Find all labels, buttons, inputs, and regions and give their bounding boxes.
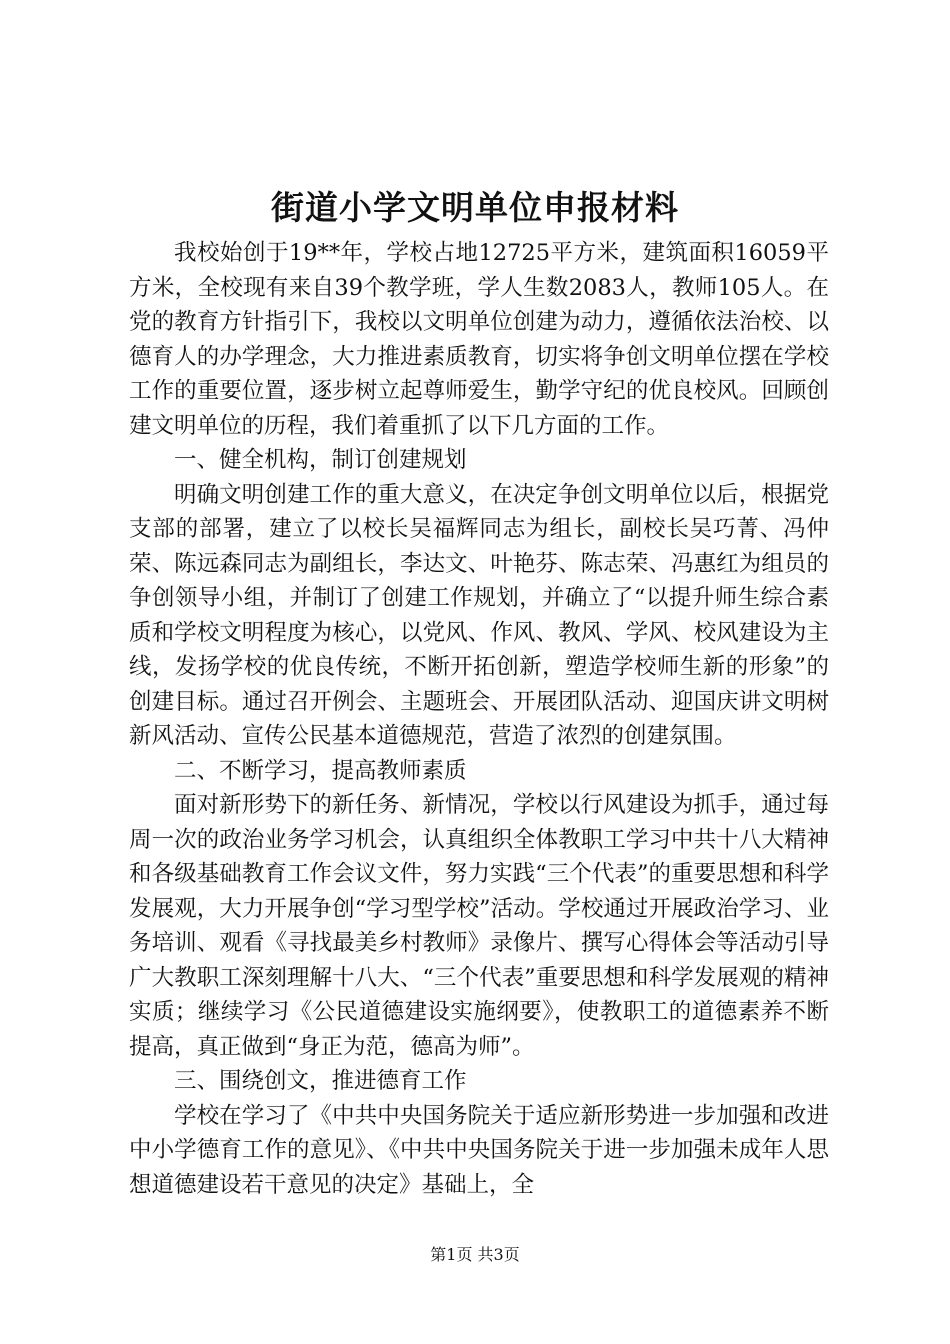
document-title: 街道小学文明单位申报材料: [271, 188, 679, 227]
paragraph-section-1: 明确文明创建工作的重大意义，在决定争创文明单位以后，根据党支部的部署，建立了以校长吴福辉同志为组长，副校长吴巧菁、冯仲荣、陈远森同志为副组长，李达文、叶艳芬、陈志荣、冯惠红为组员的争创领导小组，并制订了创建工作规划，并确立了“以提升师生综合素质和学校文明程度为核心，以党风、作风、教风、学风、校风建设为主线，发扬学校的优良传统，不断开拓创新，塑造学校师生新的形象”的创建目标。通过召开例会、主题班会、开展团队活动、迎国庆讲文明树新风活动、宣传公民基本道德规范，营造了浓烈的创建氛围。: [129, 481, 829, 749]
section-heading-2: 二、不断学习，提高教师素质: [174, 757, 467, 784]
section-heading-3: 三、围绕创文，推进德育工作: [174, 1068, 467, 1094]
paragraph-intro: 我校始创于19**年，学校占地12725平方米，建筑面积16059平方米，全校现有来自39个教学班，学人生数2083人，教师105人。在党的教育方针指引下，我校以文明单位创建为动力，遵循依法治校、以德育人的办学理念，大力推进素质教育，切实将争创文明单位摆在学校工作的重要位置，逐步树立起尊师爱生，勤学守纪的优良校风。回顾创建文明单位的历程，我们着重抓了以下几方面的工作。: [129, 240, 829, 439]
section-heading-1: 一、健全机构，制订创建规划: [174, 447, 467, 473]
document-body: [129, 236, 829, 1202]
page-number-footer: 第1页 共3页: [430, 1245, 520, 1264]
paragraph-section-3: 学校在学习了《中共中央国务院关于适应新形势进一步加强和改进中小学德育工作的意见》、《中共中央国务院关于进一步加强未成年人思想道德建设若干意见的决定》基础上，全: [129, 1102, 829, 1198]
paragraph-section-2: 面对新形势下的新任务、新情况，学校以行风建设为抓手，通过每周一次的政治业务学习机会，认真组织全体教职工学习中共十八大精神和各级基础教育工作会议文件，努力实践“三个代表”的重要思想和科学发展观，大力开展争创“学习型学校”活动。学校通过开展政治学习、业务培训、观看《寻找最美乡村教师》录像片、撰写心得体会等活动引导广大教职工深刻理解十八大、“三个代表”重要思想和科学发展观的精神实质；继续学习《公民道德建设实施纲要》，使教职工的道德素养不断提高，真正做到“身正为范，德高为师”。: [129, 792, 829, 1060]
